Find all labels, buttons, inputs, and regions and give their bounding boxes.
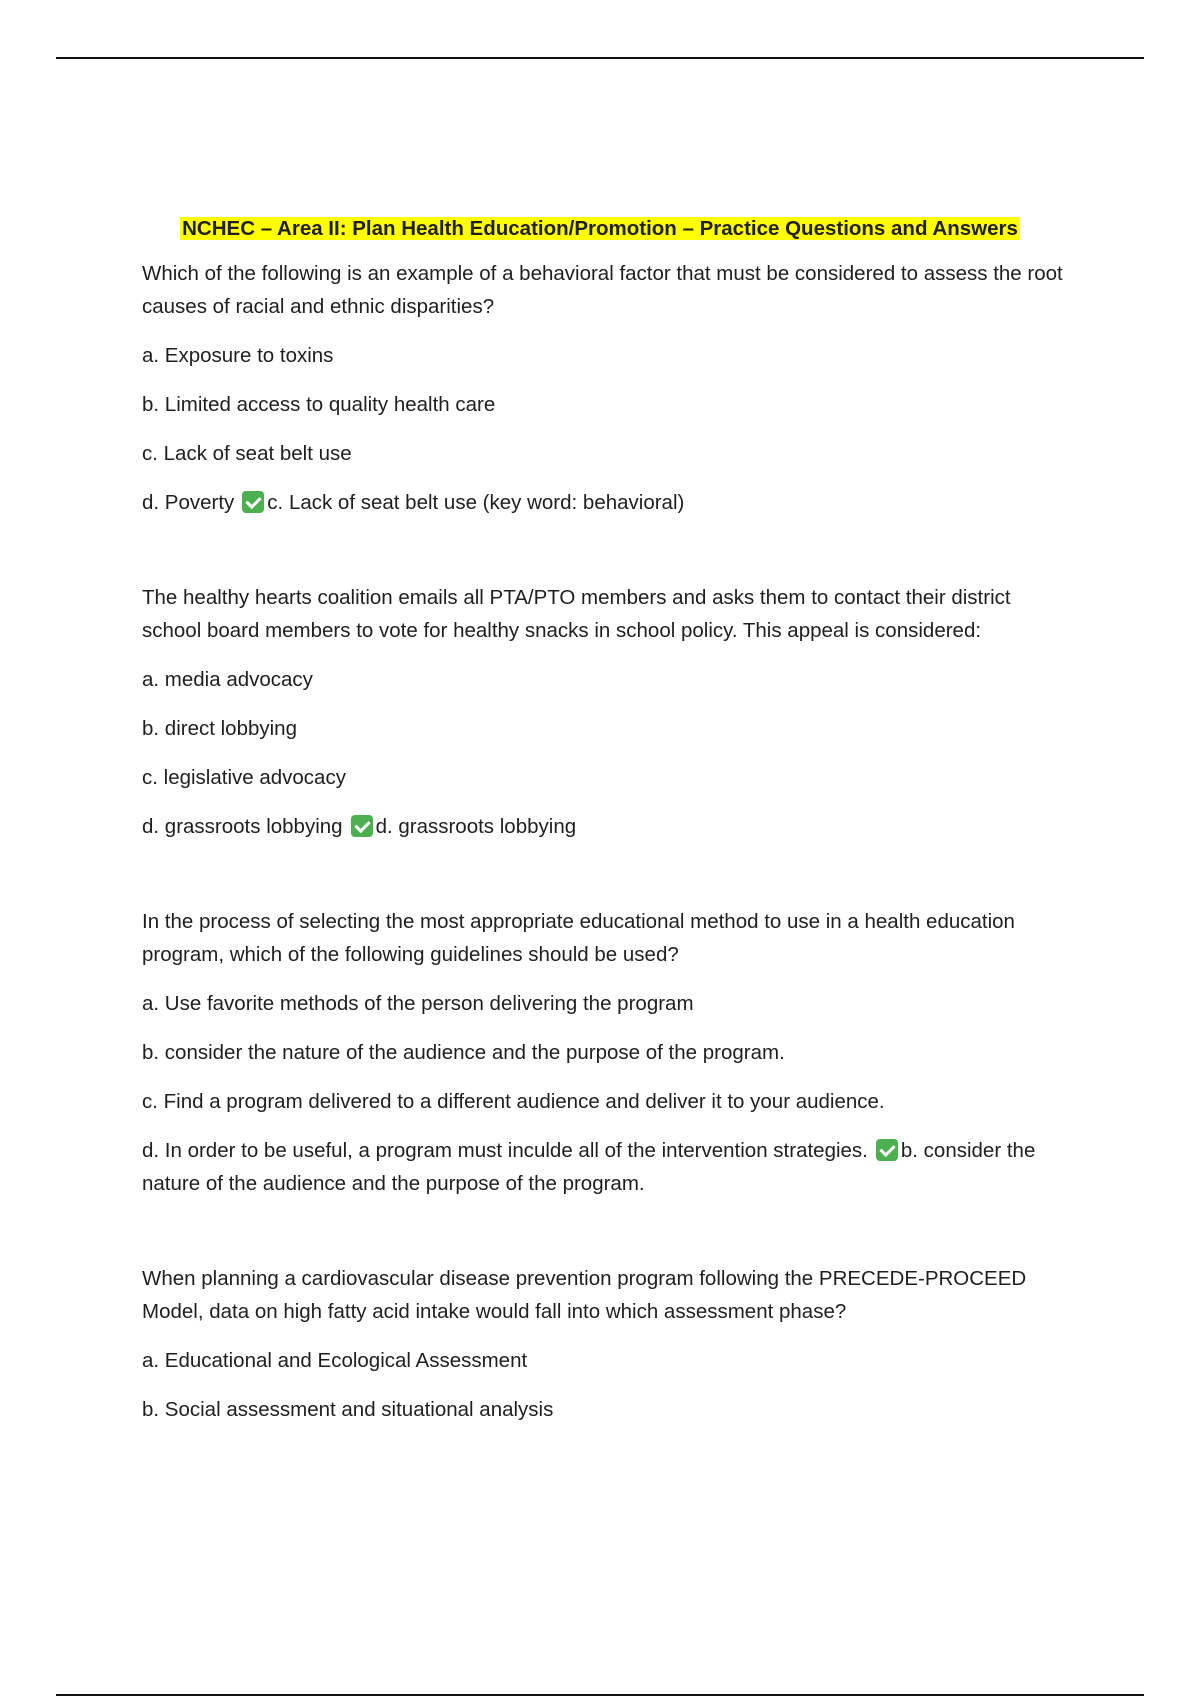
check-mark-icon [351,815,373,837]
option-d-with-answer [142,486,1072,519]
answer-text: d. grassroots lobbying [375,815,577,838]
bottom-rule [56,1694,1144,1696]
option-d: d. Poverty [142,491,235,514]
question-block-2 [142,581,1072,843]
option-a: a. Educational and Ecological Assessment [142,1349,528,1372]
option-c: c. Find a program delivered to a different audience and deliver it to your audience. [142,1090,885,1113]
option-d-with-answer [142,810,1072,843]
option-b: b. direct lobbying [142,717,297,740]
question-block-4 [142,1262,1072,1426]
option-a: a. Use favorite methods of the person delivering the program [142,992,694,1015]
option-c: c. legislative advocacy [142,766,346,789]
check-mark-icon [876,1139,898,1161]
question-text: The healthy hearts coalition emails all PTA/PTO members and asks them to contact their district school board members to vote for healthy snacks in school policy. This appeal is considered: [142,586,1011,642]
question-block-3 [142,905,1072,1200]
top-rule [56,57,1144,59]
question-text: In the process of selecting the most appropriate educational method to use in a health education program, which of the following guidelines should be used? [142,910,1015,966]
option-a: a. Exposure to toxins [142,344,334,367]
option-b: b. Social assessment and situational analysis [142,1398,554,1421]
option-a: a. media advocacy [142,668,313,691]
option-d: d. In order to be useful, a program must inculde all of the intervention strategies. [142,1139,868,1162]
question-text: When planning a cardiovascular disease prevention program following the PRECEDE-PROCEED Model, data on high fatty acid intake would fall into which assessment phase? [142,1267,1027,1323]
option-c: c. Lack of seat belt use [142,442,352,465]
option-b: b. consider the nature of the audience and the purpose of the program. [142,1041,785,1064]
option-d-with-answer [142,1134,1072,1200]
answer-text: c. Lack of seat belt use (key word: behavioral) [267,491,685,514]
option-b: b. Limited access to quality health care [142,393,496,416]
document-title: NCHEC – Area II: Plan Health Education/Promotion – Practice Questions and Answers [182,217,1018,240]
option-d: d. grassroots lobbying [142,815,343,838]
answer-text: b. consider the nature of the audience and the purpose of the program. [142,1139,1036,1195]
document-body [142,212,1072,1488]
check-mark-icon [242,491,264,513]
question-block-1 [142,257,1072,519]
question-text: Which of the following is an example of a behavioral factor that must be considered to assess the root causes of racial and ethnic disparities? [142,262,1063,318]
title-wrap [70,212,1130,245]
